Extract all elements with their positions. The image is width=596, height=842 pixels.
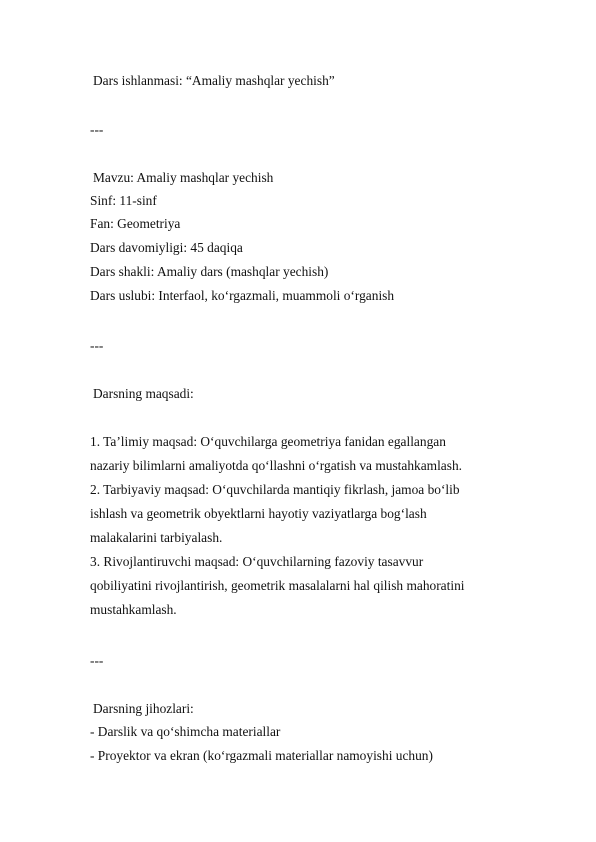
info-shakli: Dars shakli: Amaliy dars (mashqlar yechish) [90, 264, 329, 279]
equipment-heading: Darsning jihozlari: [93, 701, 194, 716]
separator-2: --- [90, 338, 104, 353]
goals-line: nazariy bilimlarni amaliyotda qo‘llashni o‘rgatish va mustahkamlash. [90, 458, 462, 473]
document-title: Dars ishlanmasi: “Amaliy mashqlar yechish” [93, 73, 335, 88]
goals-line: 2. Tarbiyaviy maqsad: O‘quvchilarda mantiqiy fikrlash, jamoa bo‘lib [90, 482, 460, 497]
info-fan: Fan: Geometriya [90, 216, 181, 231]
info-uslubi: Dars uslubi: Interfaol, ko‘rgazmali, muammoli o‘rganish [90, 288, 395, 303]
separator-3: --- [90, 653, 104, 668]
separator-1: --- [90, 122, 104, 137]
info-mavzu: Mavzu: Amaliy mashqlar yechish [93, 170, 274, 185]
equipment-item: - Darslik va qo‘shimcha materiallar [90, 724, 281, 739]
goals-line: ishlash va geometrik obyektlarni hayotiy vaziyatlarga bog‘lash [90, 506, 427, 521]
goals-line: malakalarini tarbiyalash. [90, 530, 223, 545]
goals-line: qobiliyatini rivojlantirish, geometrik masalalarni hal qilish mahoratini [90, 578, 465, 593]
goals-line: 3. Rivojlantiruvchi maqsad: O‘quvchilarning fazoviy tasavvur [90, 554, 424, 569]
info-sinf: Sinf: 11-sinf [90, 193, 157, 208]
goals-heading: Darsning maqsadi: [93, 386, 194, 401]
equipment-item: - Proyektor va ekran (ko‘rgazmali materiallar namoyishi uchun) [90, 748, 433, 763]
info-davomiyligi: Dars davomiyligi: 45 daqiqa [90, 240, 243, 255]
goals-line: mustahkamlash. [90, 602, 177, 617]
goals-line: 1. Ta’limiy maqsad: O‘quvchilarga geometriya fanidan egallangan [90, 434, 446, 449]
